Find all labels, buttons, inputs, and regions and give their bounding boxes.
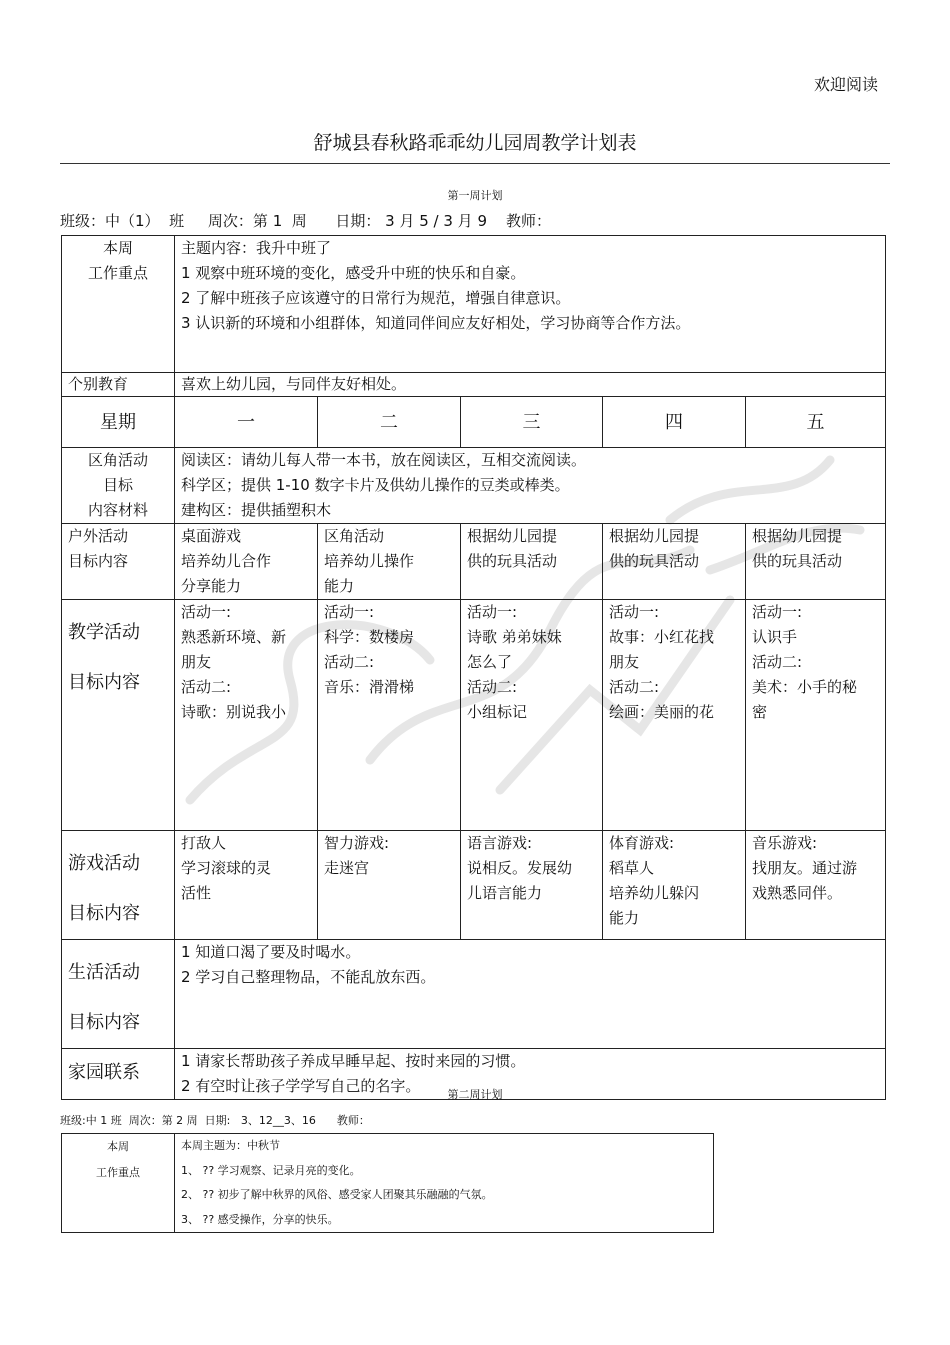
outdoor-thu: 根据幼儿园提 供的玩具活动 (603, 524, 746, 600)
page-title: 舒城县春秋路乖乖幼儿园周教学计划表 (313, 132, 637, 154)
row-individual (62, 373, 886, 397)
weekday-5: 五 (746, 397, 886, 448)
week2-row-focus (62, 1134, 714, 1233)
life-label: 生活活动 目标内容 (62, 940, 175, 1049)
row-days (62, 397, 886, 448)
weekday-label: 星期 (62, 397, 175, 448)
week2-focus-content: 本周主题为：中秋节 1、 ?? 学习观察、记录月亮的变化。 2、 ?? 初步了解中秋界的风俗、感受家人团聚其乐融融的气氛。 3、 ?? 感受操作，分享的快乐。 (175, 1134, 714, 1233)
outdoor-tue: 区角活动 培养幼儿操作 能力 (318, 524, 461, 600)
week1-heading: 第一周计划 (447, 189, 503, 202)
week2-focus-label: 本周 工作重点 (62, 1134, 175, 1233)
row-life (62, 940, 886, 1049)
row-teaching (62, 600, 886, 831)
outdoor-mon: 桌面游戏 培养幼儿合作 分享能力 (175, 524, 318, 600)
games-fri: 音乐游戏: 找朋友。通过游 戏熟悉同伴。 (746, 831, 886, 940)
teaching-mon: 活动一: 熟悉新环境、新 朋友 活动二: 诗歌：别说我小 (175, 600, 318, 831)
individual-label: 个别教育 (62, 373, 175, 397)
home-label: 家园联系 (62, 1049, 175, 1100)
outdoor-label: 户外活动 目标内容 (62, 524, 175, 600)
title-divider (60, 163, 890, 164)
week2-heading: 第二周计划 (447, 1088, 503, 1101)
games-mon: 打敌人 学习滚球的灵 活性 (175, 831, 318, 940)
weekday-4: 四 (603, 397, 746, 448)
teaching-tue: 活动一: 科学：数楼房 活动二: 音乐：滑滑梯 (318, 600, 461, 831)
week2-info-line: 班级:中 1 班 周次：第 2 周 日期: 3、12__3、16 教师： (60, 1114, 370, 1127)
teaching-label: 教学活动 目标内容 (62, 600, 175, 831)
games-wed: 语言游戏: 说相反。发展幼 儿语言能力 (461, 831, 603, 940)
games-thu: 体育游戏: 稻草人 培养幼儿躲闪 能力 (603, 831, 746, 940)
corner-label: 区角活动 目标 内容材料 (62, 448, 175, 524)
welcome-text: 欢迎阅读 (813, 75, 878, 94)
corner-content: 阅读区：请幼儿每人带一本书，放在阅读区，互相交流阅读。 科学区；提供 1-10 数字卡片及供幼儿操作的豆类或棒类。 建构区：提供插塑积木 (175, 448, 886, 524)
focus-label: 本周 工作重点 (62, 236, 175, 373)
weekday-2: 二 (318, 397, 461, 448)
focus-content: 主题内容：我升中班了 1 观察中班环境的变化，感受升中班的快乐和自豪。 2 了解中班孩子应该遵守的日常行为规范，增强自律意识。 3 认识新的环境和小组群体，知道同伴间应友好相处，学习协商等合作方法。 (175, 236, 886, 373)
individual-content: 喜欢上幼儿园，与同伴友好相处。 (175, 373, 886, 397)
home-content: 1 请家长帮助孩子养成早睡早起、按时来园的习惯。 2 有空时让孩子学学写自己的名字。 (175, 1049, 886, 1100)
week2-plan-table (61, 1133, 714, 1233)
weekday-3: 三 (461, 397, 603, 448)
teaching-thu: 活动一: 故事：小红花找 朋友 活动二: 绘画：美丽的花 (603, 600, 746, 831)
outdoor-fri: 根据幼儿园提 供的玩具活动 (746, 524, 886, 600)
week1-plan-table (61, 235, 886, 1100)
teaching-fri: 活动一: 认识手 活动二: 美术：小手的秘 密 (746, 600, 886, 831)
weekday-1: 一 (175, 397, 318, 448)
week1-info-line: 班级：中（1） 班 周次：第 1 周 日期： 3 月 5 / 3 月 9 教师： (60, 212, 552, 230)
row-focus (62, 236, 886, 373)
row-corner (62, 448, 886, 524)
games-tue: 智力游戏: 走迷宫 (318, 831, 461, 940)
games-label: 游戏活动 目标内容 (62, 831, 175, 940)
teaching-wed: 活动一: 诗歌 弟弟妹妹 怎么了 活动二: 小组标记 (461, 600, 603, 831)
outdoor-wed: 根据幼儿园提 供的玩具活动 (461, 524, 603, 600)
row-outdoor (62, 524, 886, 600)
row-games (62, 831, 886, 940)
life-content: 1 知道口渴了要及时喝水。 2 学习自己整理物品，不能乱放东西。 (175, 940, 886, 1049)
